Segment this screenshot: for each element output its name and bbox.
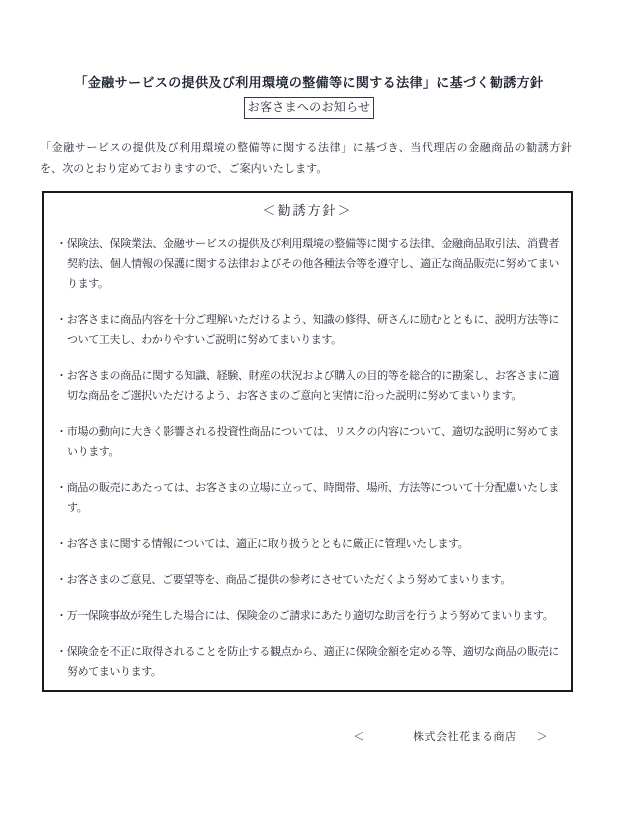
policy-heading: ＜勧誘方針＞: [262, 203, 353, 218]
policy-item: ・万一保険事故が発生した場合には、保険金のご請求にあたり適切な助言を行うよう努めてまいります。: [56, 610, 554, 622]
intro-paragraph: 「金融サービスの提供及び利用環境の整備等に関する法律」に基づき、当代理店の金融商品の勧誘方針を、次のとおり定めておりますので、ご案内いたします。: [40, 142, 572, 175]
signature-line: [0, 728, 548, 744]
notice-label: お客さまへのお知らせ: [244, 97, 375, 119]
policy-item: ・お客さまの商品に関する知識、経験、財産の状況および購入の目的等を総合的に勘案し、お客さまに適切な商品をご選択いただけるよう、お客さまのご意向と実情に沿った説明に努めてまいります。: [56, 370, 559, 402]
policy-item: ・商品の販売にあたっては、お客さまの立場に立って、時間帯、場所、方法等について十分配慮いたします。: [56, 482, 559, 514]
policy-box: [42, 191, 573, 692]
policy-item: ・お客さまに関する情報については、適正に取り扱うとともに厳正に管理いたします。: [56, 538, 469, 550]
policy-item: ・保険金を不正に取得されることを防止する観点から、適正に保険金額を定める等、適切な商品の販売に努めてまいります。: [56, 646, 559, 678]
document-title: 「金融サービスの提供及び利用環境の整備等に関する法律」に基づく勧誘方針: [74, 75, 544, 90]
policy-item: ・保険法、保険業法、金融サービスの提供及び利用環境の整備等に関する法律、金融商品取引法、消費者契約法、個人情報の保護に関する法律およびその他各種法令等を遵守し、適正な商品販売に努めてまいります。: [56, 238, 559, 290]
company-name: 株式会社花まる商店: [413, 731, 517, 743]
subtitle-row: [0, 97, 618, 119]
policy-item: ・市場の動向に大きく影響される投資性商品については、リスクの内容について、適切な説明に努めてまいります。: [56, 426, 559, 458]
bracket-left: ＜: [353, 731, 365, 743]
policy-item: ・お客さまに商品内容を十分ご理解いただけるよう、知識の修得、研さんに励むとともに、説明方法等について工夫し、わかりやすいご説明に努めてまいります。: [56, 314, 559, 346]
policy-item: ・お客さまのご意見、ご要望等を、商品ご提供の参考にさせていただくよう努めてまいります。: [56, 574, 511, 586]
policy-list: [56, 234, 559, 682]
bracket-right: ＞: [536, 731, 548, 743]
